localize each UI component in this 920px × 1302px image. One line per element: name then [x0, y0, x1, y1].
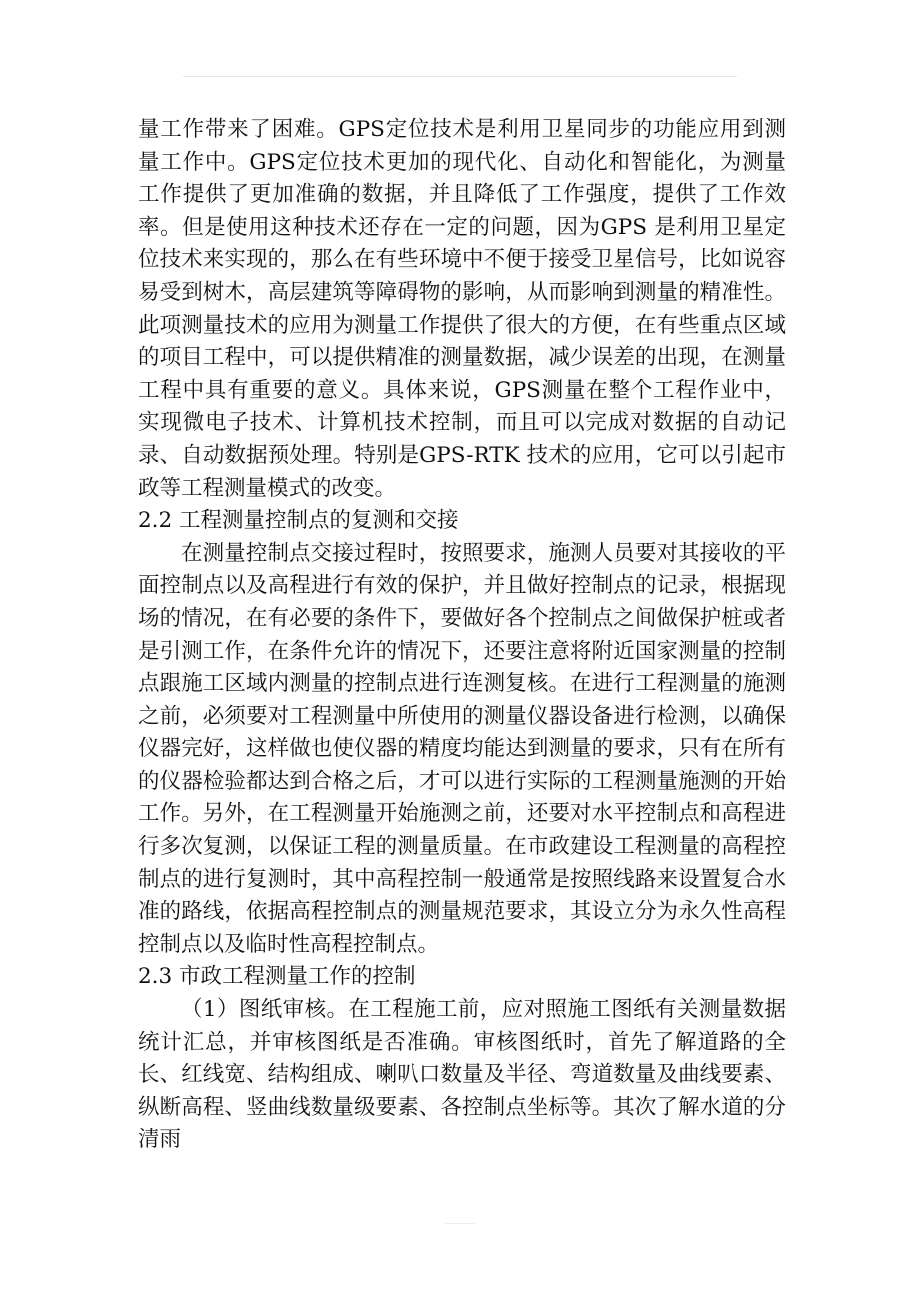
footer-mark — [445, 1223, 475, 1224]
paragraph-drawing-review: （1）图纸审核。在工程施工前，应对照施工图纸有关测量数据统计汇总，并审核图纸是否准确。审核图纸时，首先了解道路的全长、红线宽、结构组成、喇叭口数量及半径、弯道数量及曲线要素、纵断高程、竖曲线数量级要素、各控制点坐标等。其次了解水道的分清雨 — [138, 997, 786, 1153]
document-body — [138, 114, 786, 1157]
section-heading-2-2: 2.2 工程测量控制点的复测和交接 — [138, 508, 459, 534]
section-heading-2-3: 2.3 市政工程测量工作的控制 — [138, 964, 416, 990]
header-rule — [183, 76, 737, 77]
paragraph-gps-technology: 量工作带来了困难。GPS定位技术是利用卫星同步的功能应用到测量工作中。GPS定位技术更加的现代化、自动化和智能化，为测量工作提供了更加准确的数据，并且降低了工作强度，提供了工作效率。但是使用这种技术还存在一定的问题，因为GPS 是利用卫星定位技术来实现的，那么在有些环境中不便于接受卫星信号，比如说容易受到树木，高层建筑等障碍物的影响，从而影响到测量的精准性。此项测量技术的应用为测量工作提供了很大的方便，在有些重点区域的项目工程中，可以提供精准的测量数据，减少误差的出现，在测量工程中具有重要的意义。具体来说，GPS测量在整个工程作业中，实现微电子技术、计算机技术控制，而且可以完成对数据的自动记录、自动数据预处理。特别是GPS-RTK 技术的应用，它可以引起市政等工程测量模式的改变。 — [138, 117, 786, 501]
paragraph-control-point-handover: 在测量控制点交接过程时，按照要求，施测人员要对其接收的平面控制点以及高程进行有效的保护，并且做好控制点的记录，根据现场的情况，在有必要的条件下，要做好各个控制点之间做保护桩或者是引测工作，在条件允许的情况下，还要注意将附近国家测量的控制点跟施工区域内测量的控制点进行连测复核。在进行工程测量的施测之前，必须要对工程测量中所使用的测量仪器设备进行检测，以确保仪器完好，这样做也使仪器的精度均能达到测量的要求，只有在所有的仪器检验都达到合格之后，才可以进行实际的工程测量施测的开始工作。另外，在工程测量开始施测之前，还要对水平控制点和高程进行多次复测，以保证工程的测量质量。在市政建设工程测量的高程控制点的进行复测时，其中高程控制一般通常是按照线路来设置复合水准的路线，依据高程控制点的测量规范要求，其设立分为永久性高程控制点以及临时性高程控制点。 — [138, 540, 786, 957]
